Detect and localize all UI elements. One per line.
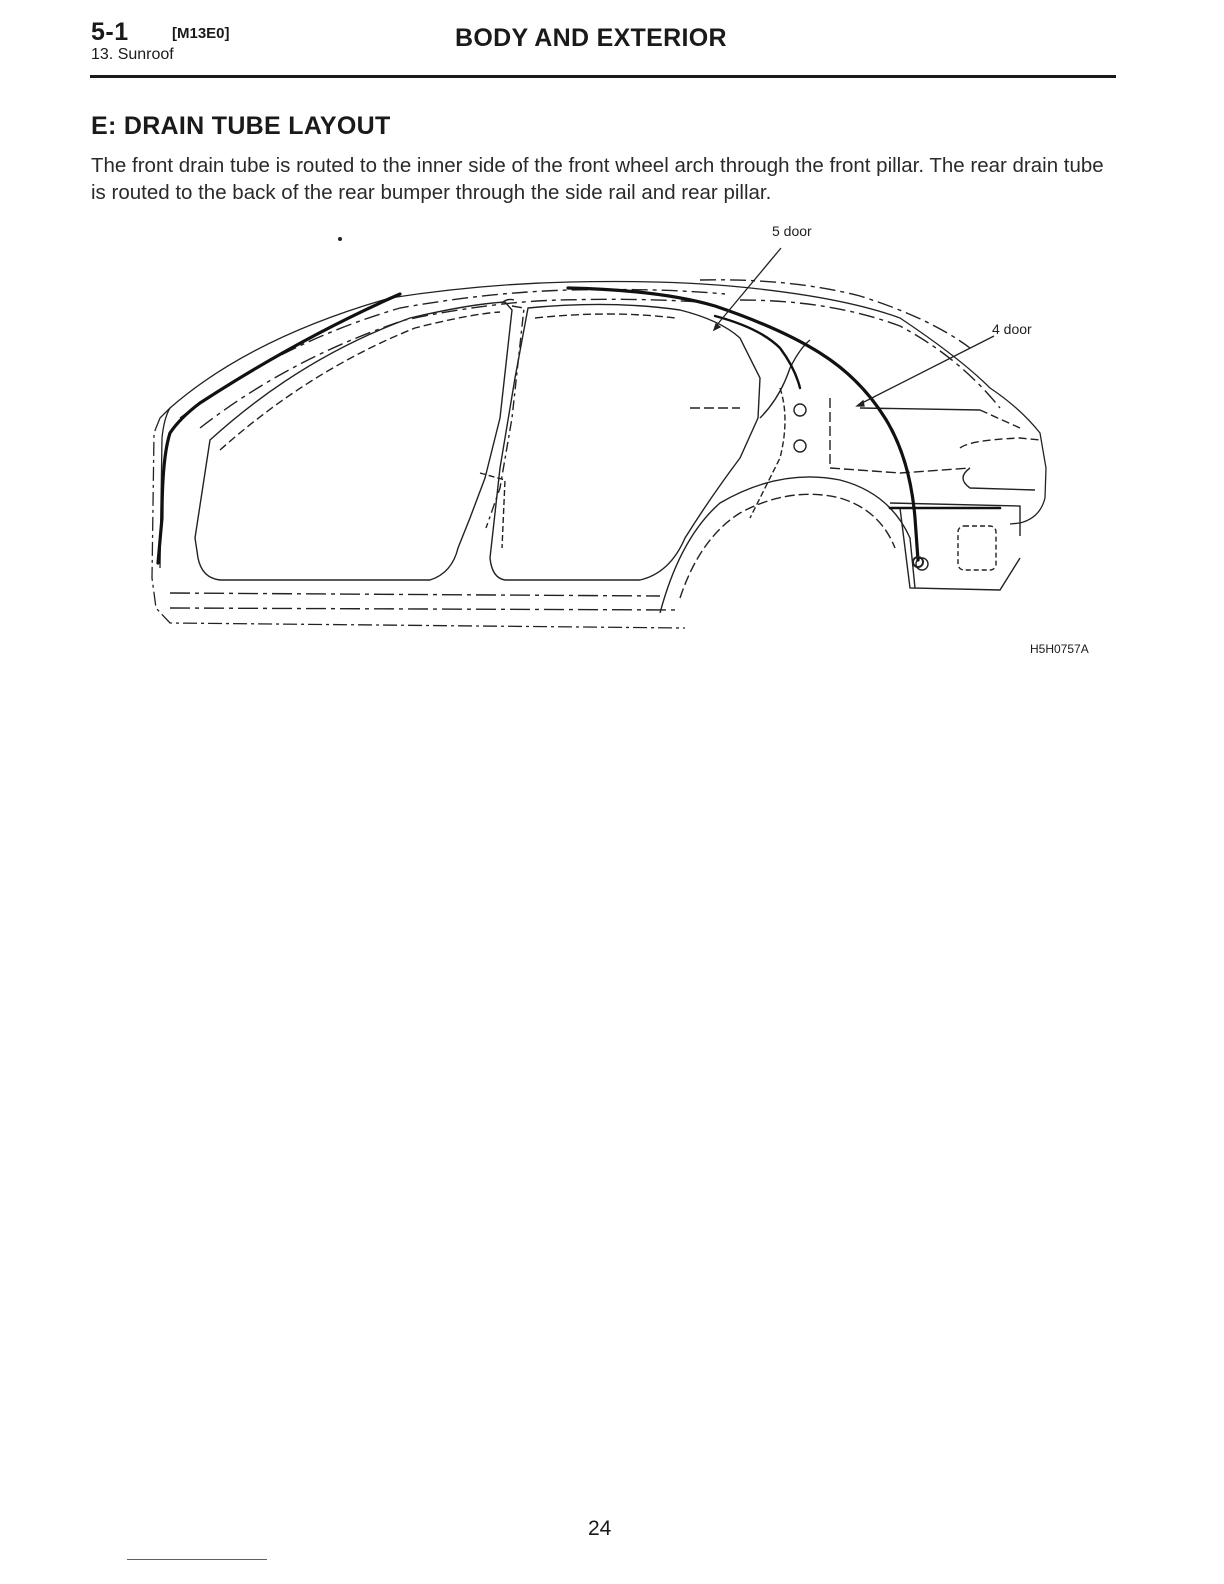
- footer-link-underline: [127, 1559, 267, 1560]
- rear-drain-tube: [568, 288, 918, 560]
- body-outline: [152, 282, 1046, 629]
- rear-wheel-arch: [660, 477, 915, 613]
- chapter-title: BODY AND EXTERIOR: [455, 24, 727, 52]
- car-body-side-illustration: [140, 218, 1100, 638]
- center-pillar: [480, 299, 524, 548]
- figure-code: H5H0757A: [1030, 642, 1089, 656]
- drain-tubes: [158, 288, 1000, 563]
- rear-door-opening: [490, 304, 760, 580]
- drain-tube-diagram: [140, 218, 1100, 638]
- rear-quarter-details: [690, 340, 1040, 590]
- section-code: [M13E0]: [172, 25, 230, 42]
- subsection-label: 13. Sunroof: [91, 46, 174, 63]
- scan-speck: [338, 237, 342, 241]
- section-number: 5-1: [91, 18, 129, 46]
- callout-4-door: 4 door: [992, 321, 1032, 337]
- four-door-leader: [860, 336, 994, 404]
- callout-5-door: 5 door: [772, 223, 812, 239]
- section-body-text: The front drain tube is routed to the inner side of the front wheel arch through the front pillar. The rear drain tube is routed to the back of the rear bumper through the side rail and rear pillar.: [91, 154, 1104, 204]
- page-number: 24: [588, 1517, 612, 1540]
- callout-leaders: [714, 248, 994, 406]
- side-sill: [170, 593, 680, 610]
- five-door-leader: [716, 248, 781, 326]
- front-door-opening: [195, 302, 512, 580]
- section-heading: E: DRAIN TUBE LAYOUT: [91, 112, 391, 140]
- header-divider: [90, 75, 1116, 78]
